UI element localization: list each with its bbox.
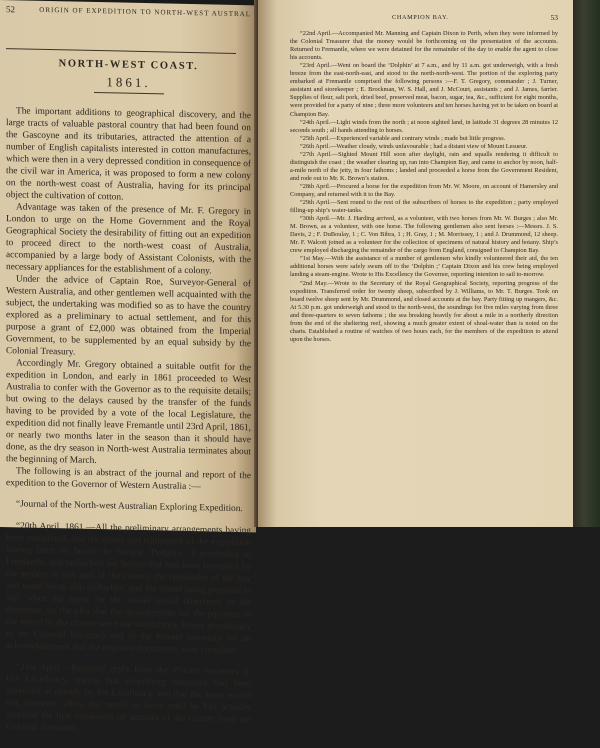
left-body	[6, 105, 251, 494]
right-page-number: 53	[550, 13, 558, 22]
header-rule	[6, 48, 236, 54]
year-rule	[94, 92, 164, 94]
journal-entry: “26th April.—Weather cloudy, winds unfavourable ; had a distant view of Mount Lesueur.	[300, 142, 528, 150]
journal-paragraph: “Journal of the North-west Australian Exploring Expedition.	[16, 499, 243, 515]
left-page-number: 52	[6, 4, 15, 15]
left-paragraph: Advantage was taken of the presence of Mr. F. Gregory in London to urge on the Home Government and the Royal Geographical Society the desirability of fitting out an expedition to proceed direct to the north-west coast of Australia, accompanied by a large body of Assistant Colonists, with the necessary appliances for the establishment of a colony.	[6, 202, 251, 277]
journal-entry: “1st May.—With the assistance of a number of gentlemen who kindly volunteered their aid, the ten additional horses were safely swum off to the ‘Dolphin ;’ Captain Dixon and his crew being employed landing a steam-engine. Wrote to His Excellency the Governor, reporting intention to sail to-morrow.	[290, 255, 558, 279]
journal-entry: “24th April.—Light winds from the north ; at noon sighted land, in latitude 31 degrees 28 minutes 12 seconds south ; all hands attending to horses.	[290, 118, 558, 134]
left-page-header	[6, 4, 251, 21]
section-title: NORTH-WEST COAST.	[58, 57, 199, 72]
journal-paragraph: “20th April, 1861.—All the preliminary arrangements having been completed, and the stores and equipment of the expedition having been on board the barque ‘Dolphin,’ I proceeded to Fremantle, and embarked ten horses that had been furnished by the settlers in this part of the colony, the remainder of the hay and water being also embarked, and the vessel being prepared to sail, when the agent for the vessel raised objections to the departure, on the plea that the arrangements for the payment of the vessel by the charter were not satisfactory. Wrote accordingly to the Colonial Secretary and to the Private Secretary for an acknowledgment that the requisite documents were complete.	[6, 520, 251, 656]
left-running-head: ORIGIN OF EXPEDITION TO NORTH-WEST AUSTRAL	[39, 5, 251, 19]
right-page	[258, 0, 573, 527]
right-running-head: CHAMPION BAY.	[392, 14, 449, 21]
journal-entry: “23rd April.—Went on board the ‘Dolphin’ at 7 a.m., and by 11 a.m. got underweigh, with a fresh breeze from the east-north-east, and stood to the north-north-west. The portion of the exploring party embarked at Fremantle comprised the following persons :—F. T. Gregory, commander ; J. Turner, assistant and storekeeper ; E. Brockman, W. S. Hall, and J. McCourt, assistants ; and J. James, farrier. Supplies of flour, salt pork, dried beef, preserved meat, bacon, sugar, tea, &c., sufficient for eight months, were provided for a party of nine ; three more volunteers and ten horses having yet to be taken on board at Champion Bay.	[290, 62, 558, 118]
left-paragraph: Accordingly Mr. Gregory obtained a suitable outfit for the expedition in London, and early in 1861 proceeded to West Australia to confer with the Governor as to the requisite details; but owing to the delays caused by the transfer of the funds having to be provided by a vote of the local Legislature, the expedition did not finally leave Fremantle until 23rd April, 1861, or nearly two months later in the season than it should have done, as the dry season in North-west Australia terminates about the beginning of March.	[6, 358, 251, 466]
left-paragraph: The important additions to geographical discovery, and the large tracts of valuable pastoral country that had been found on the Gascoyne and its tributaries, attracted the attention of a number of English capitalists interested in cotton manufactures, which were then in a very depressed condition in consequence of the civil war in America, it was proposed to form a new colony on the north-west coast of Australia, having for its principal object the cultivation of cotton.	[6, 106, 251, 203]
right-body	[290, 30, 558, 344]
journal-entry: “28th April.—Procured a horse for the expedition from Mr. W. Moore, on account of Hamersley and Company, and returned with it to the Bay.	[290, 182, 558, 198]
book-cover-edge	[573, 0, 600, 527]
journal-entry: “27th April.—Sighted Mount Hill soon after daylight, rain and squalls rendering it difficult to distinguish the coast ; the weather clearing up, ran into Champion Bay, and came to anchor by noon, half-a-mile north of the jetty, in four fathoms ; landed and proceeded a horse from the Government Resident, and rode out to Mr. K. Brown’s station.	[290, 150, 558, 182]
journal-entry: “2nd May.—Wrote to the Secretary of the Royal Geographical Society, reporting progress of the expedition. Transferred order for twenty sheep, subscribed by J. Williams, to Mr. T. Burges. Took on board twelve sheep sent by Mr. Drummond, and closed accounts at the bay. Party fitting up mangers, &c. At 5.30 p.m. got underweigh and stood to the north-west, the soundings for five miles varying from three and three-quarters to seven fathoms ; the sea breaking heavily for about a mile in a northerly direction from the end of the sheltering reef, showing a much greater extent of shoal-water than is noted on the charts. Established a routine of watches of two hours each, for the members of the expedition to attend upon the horses.	[290, 279, 558, 343]
journal-entry: “29th April.—Sent round to the rest of the subscribers of horses to the expedition ; party employed filling-up ship’s water-tanks.	[290, 199, 558, 215]
left-page	[0, 0, 256, 734]
journal-paragraph: “21st April.—Received reply from the Private Secretary to His Excellency, stating that everything necessary had been approved of already by his Excellency, and that the agent would not, however, allow the vessel to leave until he had actually received the first instalment on account of the charter from the Colonial Treasurer.	[6, 662, 251, 734]
journal-entry: “22nd April.—Accompanied Mr. Manning and Captain Dixon to Perth, when they were informed by the Colonial Treasurer that the money would be forthcoming on the presentation of the accounts. Returned to Fremantle, where we were detained for the remainder of the day to enable the agent to close his accounts.	[290, 30, 558, 62]
journal-entry: “30th April.—Mr. J. Harding arrived, as a volunteer, with two horses from Mr. W. Burges ; also Mr. M. Brown, as a volunteer, with one horse. The following gentlemen also sent horses :—Messrs. J. S. Davis, 2 ; F. DuBoulay, 1 ; C. Von Bibra, 1 ; H. Gray, 1 ; M. Morrissey, 1 ; and J. Drummond, 12 sheep. Mr. F. Walcott joined as a volunteer for the collection of specimens of natural history and botany. Ship’s crew employed discharging the remainder of the cargo from England, consigned to Champion Bay.	[290, 215, 558, 255]
section-year: 1861.	[106, 74, 151, 91]
journal-excerpt	[6, 498, 251, 738]
right-page-header	[290, 14, 558, 22]
journal-entry: “25th April.—Experienced variable and contrary winds ; made but little progress.	[300, 134, 506, 142]
left-paragraph: Under the advice of Captain Roe, Surveyor-General of Western Australia, and other gentlemen well acquainted with the subject, the undertaking was modified so as to have the country explored as a preliminary to actual settlement, and for this purpose a grant of £2,000 was obtained from the Imperial Government, to be supplemented by an equal subsidy by the Colonial Treasury.	[6, 274, 251, 358]
left-paragraph: The following is an abstract of the journal and report of the expedition to the Governor of Western Australia :—	[6, 466, 251, 492]
